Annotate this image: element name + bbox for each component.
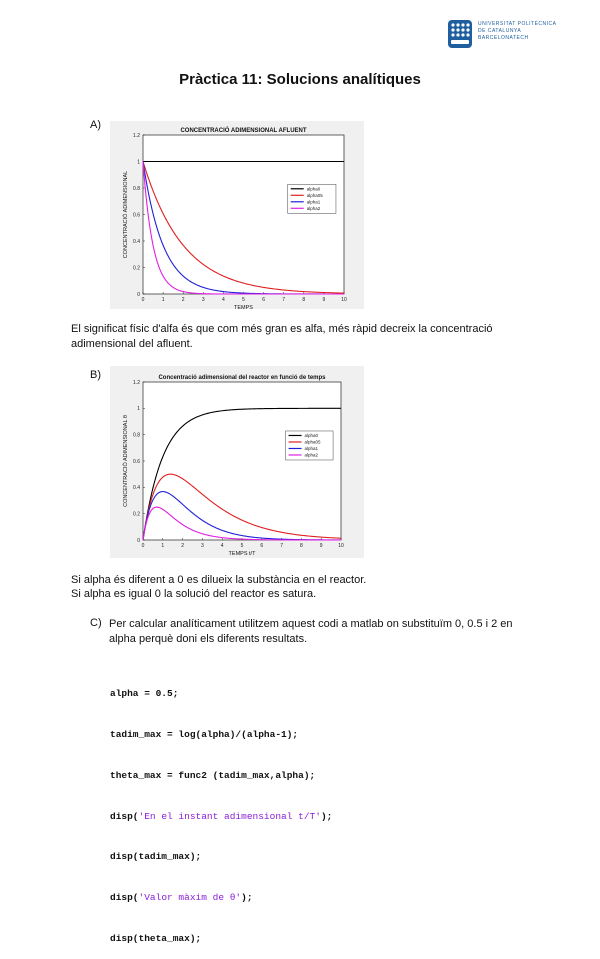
y-tick-label: 0.4	[133, 485, 140, 492]
chart-b	[110, 366, 364, 558]
code-text: theta_max = func2 (tadim_max,alpha);	[110, 769, 316, 781]
y-tick-label: 0.2	[133, 265, 140, 272]
code-text: disp(	[110, 810, 139, 822]
x-tick-label: 2	[181, 543, 184, 549]
x-tick-label: 4	[220, 543, 224, 549]
x-axis-label: TEMPS	[234, 305, 253, 309]
upc-emblem-icon	[448, 20, 472, 48]
section-b-label: B)	[90, 369, 101, 381]
x-tick-label: 9	[322, 297, 326, 303]
x-tick-label: 7	[280, 543, 283, 549]
x-tick-label: 1	[161, 543, 165, 549]
legend-entry: alpha1	[304, 446, 319, 452]
section-c-paragraph: Per calcular analíticament utilitzem aquest codi a matlab on substituïm 0, 0.5 i 2 en alpha perquè doni els diferents resultats.	[109, 618, 513, 645]
code-line	[110, 728, 332, 742]
y-tick-label: 1.2	[133, 132, 140, 139]
legend-entry: alpha2	[304, 452, 319, 458]
code-text: disp(theta_max);	[110, 932, 202, 944]
code-string: 'En el instant adimensional t/T'	[138, 810, 321, 822]
x-tick-label: 3	[201, 297, 205, 303]
y-tick-label: 1	[137, 406, 140, 413]
y-tick-label: 0	[137, 537, 140, 544]
x-tick-label: 4	[222, 297, 225, 303]
legend-entry: alpha0	[304, 433, 319, 439]
y-tick-label: 1.2	[133, 379, 140, 386]
y-tick-label: 0.2	[133, 511, 140, 518]
y-axis-label: CONCENTRACIÓ ADIMENSIONAL	[123, 170, 129, 259]
upc-logo	[448, 18, 578, 52]
section-b-paragraph-1: Si alpha és diferent a 0 es dilueix la substància en el reactor.	[71, 574, 367, 586]
x-tick-label: 1	[161, 297, 165, 303]
section-c-label: C)	[90, 617, 102, 629]
x-tick-label: 0	[141, 297, 145, 303]
y-tick-label: 0.6	[133, 458, 140, 465]
plot-area	[143, 135, 344, 294]
code-text: disp(	[110, 892, 139, 904]
y-tick-label: 1	[137, 159, 140, 166]
matlab-code-block	[110, 660, 332, 959]
y-tick-label: 0.8	[133, 432, 140, 439]
code-line	[110, 891, 332, 905]
section-b-paragraph-2: Si alpha es igual 0 la solució del reactor es satura.	[71, 588, 317, 600]
legend-entry: alpha0	[306, 186, 321, 192]
x-axis-label: TEMPS t/T	[228, 551, 256, 557]
code-string: 'Valor màxim de θ'	[138, 892, 242, 904]
code-text: tadim_max = log(alpha)/(alpha-1);	[110, 728, 299, 740]
legend-entry: alpha05	[304, 439, 321, 445]
y-tick-label: 0	[137, 291, 140, 298]
code-text: disp(tadim_max);	[110, 851, 202, 863]
legend-entry: alpha1	[306, 199, 321, 205]
x-tick-label: 2	[181, 297, 185, 303]
x-tick-label: 6	[260, 543, 264, 549]
code-line	[110, 850, 332, 864]
x-tick-label: 9	[319, 543, 323, 549]
plot-area	[143, 382, 341, 540]
section-a-label: A)	[90, 119, 101, 131]
x-tick-label: 5	[242, 297, 245, 303]
code-line	[110, 810, 332, 824]
y-axis-label: CONCENTRACIÓ ADIMENSIONAL θ	[123, 415, 129, 507]
x-tick-label: 3	[201, 543, 204, 549]
y-tick-label: 0.4	[133, 238, 140, 245]
code-text: alpha = 0.5;	[110, 688, 179, 700]
logo-line: UNIVERSITAT POLITÈCNICA	[478, 21, 557, 27]
code-text: );	[241, 892, 253, 904]
x-tick-label: 7	[282, 297, 286, 303]
logo-line: BARCELONATECH	[478, 35, 529, 41]
code-line	[110, 769, 332, 783]
code-text: );	[320, 810, 333, 822]
section-a-paragraph: El significat físic d'alfa és que com més gran es alfa, més ràpid decreix la concentració adimensional del afluent.	[71, 323, 493, 350]
figure-a	[110, 121, 364, 309]
code-line	[110, 932, 332, 946]
code-line	[110, 687, 332, 701]
page-title: Pràctica 11: Solucions analítiques	[179, 71, 421, 88]
legend-entry: alpha2	[306, 205, 321, 211]
x-tick-label: 6	[262, 297, 265, 303]
x-tick-label: 0	[141, 543, 145, 549]
x-tick-label: 8	[302, 297, 306, 303]
chart-title: Concentració adimensional del reactor en funció de temps	[158, 375, 326, 381]
y-tick-label: 0.8	[133, 185, 140, 192]
y-tick-label: 0.6	[133, 212, 140, 219]
x-tick-label: 10	[338, 543, 344, 549]
logo-line: DE CATALUNYA	[478, 28, 522, 34]
x-tick-label: 8	[300, 543, 303, 549]
x-tick-label: 5	[240, 543, 244, 549]
chart-title: CONCENTRACIÓ ADIMENSIONAL AFLUENT	[180, 128, 307, 134]
chart-a	[110, 121, 364, 309]
upc-logo-text	[478, 21, 556, 42]
legend-entry: alpha05	[306, 192, 323, 198]
figure-b	[110, 366, 364, 558]
x-tick-label: 10	[341, 297, 347, 303]
